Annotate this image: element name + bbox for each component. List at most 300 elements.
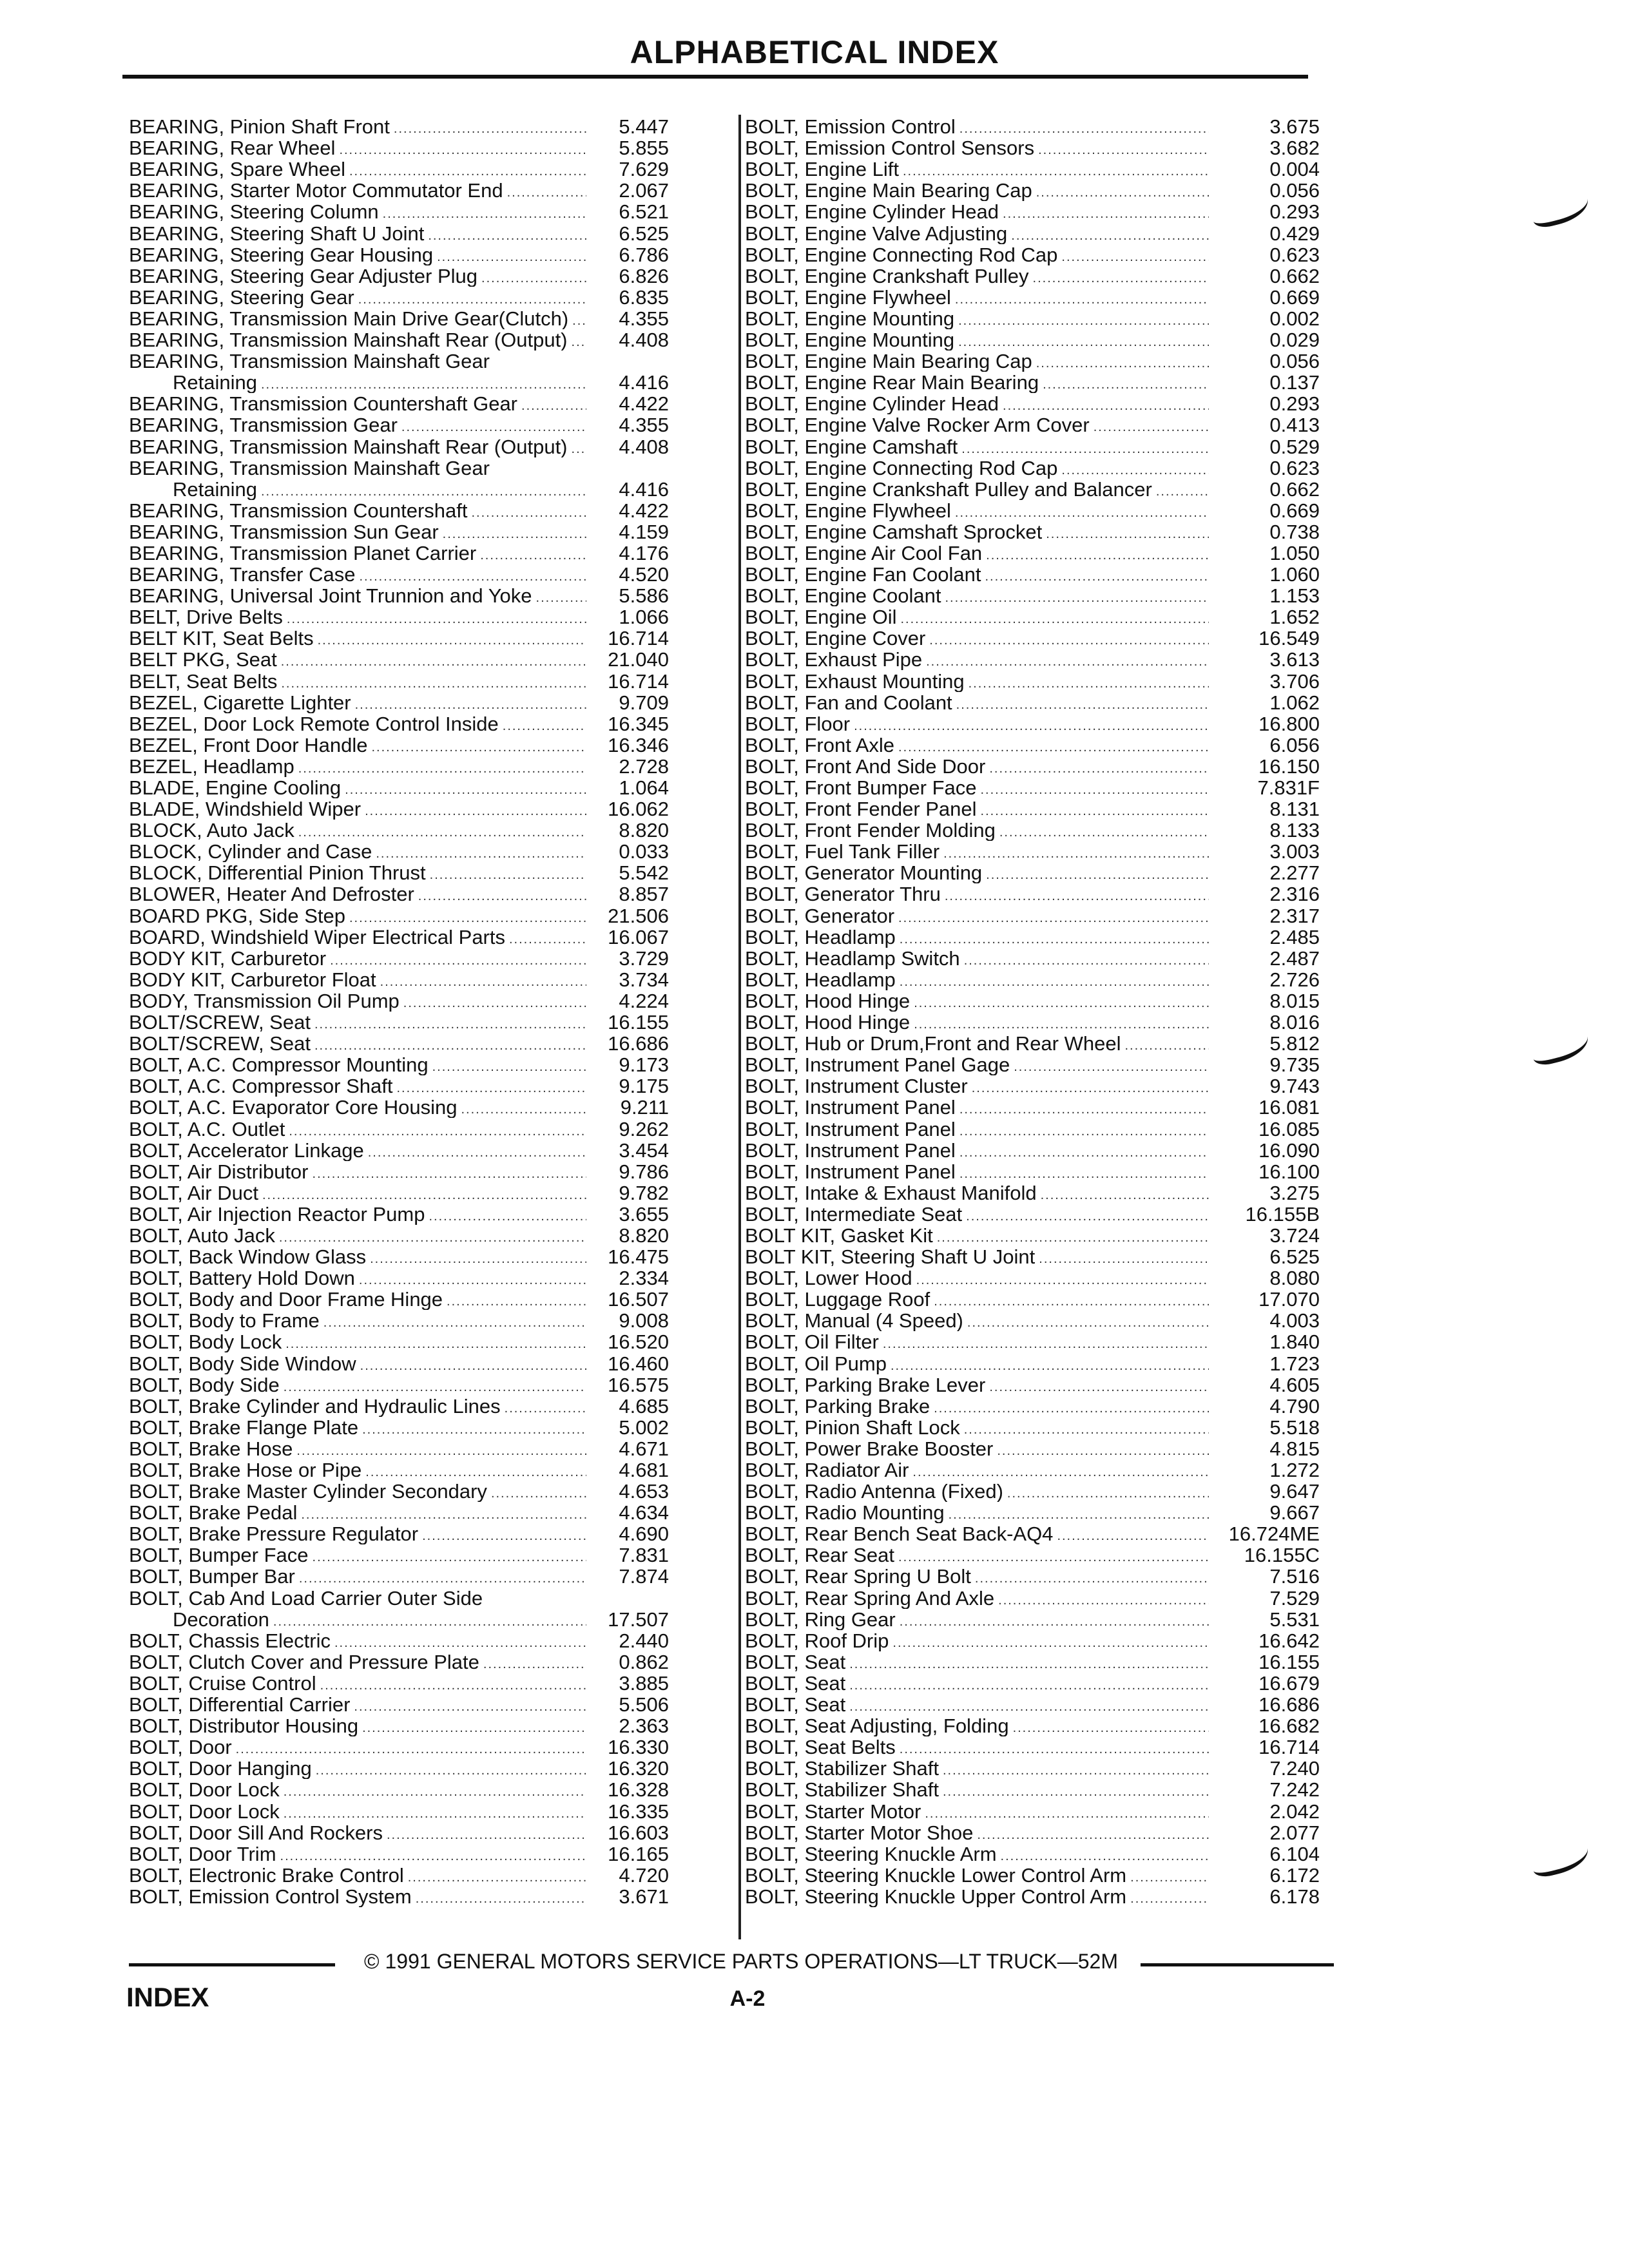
entry-name-wrap [745,1843,1209,1865]
dot-leader [447,1293,586,1310]
entry-page-ref: 1.050 [1269,541,1320,564]
dot-leader [900,1741,1209,1758]
entry-name: BOLT, Starter Motor [745,1800,921,1822]
dot-leader [949,1506,1209,1523]
index-entry [745,1352,1320,1374]
index-entry [129,1054,669,1075]
entry-name-wrap [745,1438,1209,1459]
entry-name-wrap [745,1204,1209,1225]
index-entry [129,1204,669,1225]
entry-name: BOLT, Engine Cover [745,628,926,649]
index-entry [745,1417,1320,1438]
index-entry [745,1140,1320,1161]
entry-name-wrap [129,905,586,927]
entry-name-wrap [745,329,1209,351]
entry-name-wrap [745,180,1209,201]
index-entry [745,1075,1320,1097]
entry-page-ref: 4.690 [619,1523,669,1546]
entry-page-ref: 16.346 [608,733,669,756]
entry-name: Decoration [173,1608,269,1630]
entry-name: BOLT, Engine Cylinder Head [745,393,999,415]
entry-page-ref: 3.706 [1269,669,1320,693]
entry-name: BOLT, Body and Door Frame Hinge [129,1289,443,1311]
entry-page-ref: 6.826 [619,264,669,287]
index-entry [129,1715,669,1736]
entry-page-ref: 2.042 [1269,1800,1320,1823]
entry-name: BOLT, Engine Camshaft [745,436,958,457]
index-entry [745,1097,1320,1118]
index-entry [745,159,1320,180]
entry-name: BEARING, Transmission Mainshaft Rear (Output) [129,436,568,457]
entry-name: BOLT, Instrument Panel [745,1097,956,1119]
entry-name: BOLT, Exhaust Pipe [745,649,923,671]
entry-page-ref: 7.831F [1257,776,1320,799]
entry-page-ref: 9.175 [619,1075,669,1098]
entry-page-ref: 2.077 [1269,1821,1320,1844]
entry-name: BOLT, Emission Control Sensors [745,137,1035,159]
index-entry [129,990,669,1012]
entry-name: BOLT, Instrument Panel [745,1139,956,1161]
entry-name-wrap [745,1523,1209,1544]
index-entry [129,1865,669,1886]
dot-leader [998,1592,1209,1609]
entry-name: BOLT, A.C. Compressor Shaft [129,1075,393,1097]
entry-name: BOARD, Windshield Wiper Electrical Parts [129,926,505,948]
index-entry [129,927,669,948]
entry-name-wrap [129,1012,586,1033]
entry-name-wrap [129,1374,586,1396]
entry-page-ref: 17.070 [1258,1288,1320,1311]
entry-name-wrap [745,1119,1209,1140]
entry-name: BOLT, Oil Filter [745,1331,879,1353]
entry-name: BOLT, Seat [745,1694,846,1716]
entry-name: BOLT, Brake Hose [129,1437,293,1459]
entry-name: BOLT, Engine Mounting [745,329,955,351]
dot-leader [1041,1187,1209,1204]
binder-hole-mark [1528,1836,1592,1879]
entry-page-ref: 7.629 [619,158,669,181]
dot-leader [943,845,1209,862]
entry-name-wrap [745,1459,1209,1481]
index-entry [129,180,669,201]
dot-leader [376,845,586,862]
entry-page-ref: 16.603 [608,1821,669,1844]
dot-leader [900,1613,1209,1630]
entry-name: BOLT, Steering Knuckle Upper Control Arm [745,1885,1127,1907]
entry-page-ref: 6.178 [1269,1885,1320,1908]
entry-name: BOLT, Radio Antenna (Fixed) [745,1481,1003,1503]
index-entry [129,862,669,883]
dot-leader [301,1506,586,1523]
index-entry [129,1118,669,1139]
entry-name: BOLT, Brake Master Cylinder Secondary [129,1481,487,1503]
index-entry [129,1544,669,1566]
dot-leader [849,1656,1209,1673]
index-entry [745,585,1320,606]
entry-page-ref: 4.790 [1269,1394,1320,1418]
entry-name-wrap [745,1651,1209,1673]
index-entry [745,1715,1320,1736]
index-entry [745,414,1320,436]
entry-name-wrap [745,1097,1209,1118]
entry-page-ref: 16.085 [1258,1117,1320,1140]
index-entry [745,628,1320,649]
index-entry [129,1459,669,1481]
entry-name: BOLT, Door Lock [129,1800,280,1822]
entry-name-wrap [129,1075,586,1097]
entry-page-ref: 16.714 [608,669,669,693]
entry-page-ref: 5.002 [619,1416,669,1439]
entry-page-ref: 16.686 [608,1032,669,1055]
entry-name: BOLT, Radio Mounting [745,1502,945,1524]
index-entry [129,1140,669,1161]
dot-leader [365,1464,586,1481]
entry-name: BELT KIT, Seat Belts [129,628,314,649]
entry-name: BOLT, Door Trim [129,1843,276,1865]
dot-leader [509,931,586,948]
dot-leader [1124,1037,1209,1054]
entry-name: BEARING, Transmission Mainshaft Rear (Output) [129,329,568,351]
index-entry [129,521,669,543]
index-entry [745,1694,1320,1715]
entry-page-ref: 0.529 [1269,435,1320,458]
entry-name: BOLT, Air Duct [129,1182,258,1204]
entry-name-wrap [129,735,586,756]
dot-leader [284,1379,586,1396]
dot-leader [387,1827,586,1843]
entry-name-wrap [129,244,586,265]
entry-name-wrap [745,521,1209,543]
entry-name-wrap [745,308,1209,329]
entry-page-ref: 4.355 [619,307,669,330]
entry-page-ref: 3.682 [1269,137,1320,160]
entry-page-ref: 16.549 [1258,627,1320,650]
entry-page-ref: 6.525 [619,222,669,245]
entry-name-wrap [129,969,586,990]
entry-name-wrap [129,1033,586,1054]
entry-page-ref: 8.016 [1269,1011,1320,1034]
index-entry [745,1246,1320,1267]
entry-name: BOLT, A.C. Compressor Mounting [129,1054,429,1076]
entry-name-wrap [745,223,1209,244]
entry-page-ref: 4.355 [619,414,669,437]
index-entry [129,585,669,606]
entry-name: BEARING, Steering Column [129,201,379,223]
entry-name-wrap [129,1054,586,1075]
entry-page-ref: 16.155C [1244,1544,1320,1567]
entry-name: BOLT, Fuel Tank Filler [745,841,940,863]
entry-page-ref: 16.320 [608,1757,669,1780]
entry-page-ref: 7.240 [1269,1757,1320,1780]
entry-name: BOLT, Generator Mounting [745,862,983,884]
dot-leader [849,1677,1209,1694]
entry-name: BOLT, Back Window Glass [129,1246,367,1268]
entry-name: BEARING, Universal Joint Trunnion and Yoke [129,585,532,607]
entry-name: BOLT/SCREW, Seat [129,1012,311,1033]
entry-name-wrap [129,713,586,735]
index-entry [745,1566,1320,1587]
entry-page-ref: 3.613 [1269,648,1320,671]
entry-page-ref: 0.033 [619,840,669,863]
dot-leader [236,1741,586,1758]
index-entry [745,1609,1320,1630]
entry-page-ref: 8.820 [619,819,669,842]
entry-name-wrap [745,692,1209,713]
entry-page-ref: 2.317 [1269,904,1320,927]
entry-page-ref: 1.066 [619,606,669,629]
index-entry [129,1033,669,1054]
dot-leader [1003,398,1209,414]
entry-page-ref: 7.242 [1269,1778,1320,1802]
index-entry [129,1161,669,1182]
index-entry [129,777,669,798]
dot-leader [443,526,586,543]
dot-leader [491,1485,586,1502]
dot-leader [1130,1890,1209,1907]
entry-name-wrap [129,1886,586,1907]
entry-page-ref: 4.520 [619,563,669,586]
dot-leader [313,1166,586,1182]
entry-name-wrap [129,1119,586,1140]
entry-page-ref: 0.662 [1269,264,1320,287]
dot-leader [1061,462,1209,479]
entry-name: BLOCK, Differential Pinion Thrust [129,862,426,884]
entry-page-ref: 0.623 [1269,456,1320,479]
index-entry [129,287,669,308]
entry-name-wrap [129,862,586,883]
dot-leader [481,270,586,287]
entry-name: BOLT KIT, Steering Shaft U Joint [745,1246,1036,1268]
entry-name-wrap [129,1523,586,1544]
entry-name: BELT, Drive Belts [129,606,283,628]
entry-name-wrap [745,1609,1209,1630]
index-entry [129,1396,669,1417]
entry-name-wrap [129,649,586,670]
entry-page-ref: 5.447 [619,115,669,139]
index-entry [745,351,1320,372]
index-entry [745,244,1320,265]
entry-name: BOLT, Engine Main Bearing Cap [745,351,1032,372]
index-entry [745,1118,1320,1139]
entry-name-wrap [745,265,1209,287]
entry-name-wrap [745,393,1209,414]
dot-leader [418,888,586,905]
index-entry [129,564,669,585]
entry-page-ref: 1.062 [1269,691,1320,714]
entry-page-ref: 4.605 [1269,1373,1320,1396]
entry-page-ref: 8.131 [1269,798,1320,821]
entry-name-wrap [745,1054,1209,1075]
dot-leader [354,1698,586,1715]
entry-name: BOLT, Hood Hinge [745,1012,911,1033]
entry-name-wrap [745,500,1209,521]
index-entry [745,479,1320,500]
entry-page-ref: 4.159 [619,520,669,543]
entry-page-ref: 9.173 [619,1053,669,1077]
entry-name-wrap [745,1374,1209,1396]
entry-name: BLOCK, Cylinder and Case [129,841,372,863]
entry-page-ref: 0.002 [1269,307,1320,330]
index-entry [745,1267,1320,1289]
index-entry [745,222,1320,244]
binder-hole-mark [1528,1024,1592,1068]
entry-name: BOLT, Pinion Shaft Lock [745,1416,960,1438]
entry-name-wrap [129,372,586,393]
index-entry [129,265,669,287]
index-entry [745,564,1320,585]
dot-leader [966,1208,1209,1225]
entry-name-wrap [129,1246,586,1267]
index-entry [129,883,669,905]
entry-name-wrap [129,500,586,521]
entry-page-ref: 16.067 [608,925,669,948]
dot-leader [261,483,586,500]
dot-leader [323,1314,586,1331]
entry-name-wrap [129,180,586,201]
index-entry [745,329,1320,351]
entry-name: BOLT, Engine Lift [745,159,899,180]
dot-leader [1014,1059,1209,1075]
dot-leader [422,1528,586,1544]
index-entry [745,905,1320,926]
index-entry [129,393,669,414]
entry-page-ref: 2.363 [619,1715,669,1738]
entry-page-ref: 16.724ME [1228,1523,1320,1546]
index-entry [745,1459,1320,1481]
index-entry [745,670,1320,691]
index-entry [129,820,669,841]
entry-name: BEZEL, Cigarette Lighter [129,691,351,713]
entry-name-wrap [745,1310,1209,1331]
entry-name: BOLT, Instrument Panel Gage [745,1054,1010,1076]
entry-name: BOLT, Hood Hinge [745,990,911,1012]
entry-name: BOLT, Accelerator Linkage [129,1139,364,1161]
entry-page-ref: 4.408 [619,435,669,458]
entry-name-wrap [745,883,1209,905]
entry-name: BOLT, Hub or Drum,Front and Rear Wheel [745,1033,1121,1055]
entry-page-ref: 2.487 [1269,947,1320,970]
entry-name-wrap [745,479,1209,500]
dot-leader [972,1080,1209,1097]
dot-leader [999,824,1209,841]
index-entry [745,692,1320,713]
entry-page-ref: 16.714 [1258,1736,1320,1759]
index-entry [129,1012,669,1033]
dot-leader [365,803,586,820]
entry-name: BOLT, Body to Frame [129,1310,320,1332]
entry-name: BOLT, Front Fender Panel [745,798,977,820]
entry-name: BOLT, Differential Carrier [129,1694,351,1716]
index-entry [745,265,1320,287]
index-entry [129,1225,669,1246]
dot-leader [320,1677,586,1694]
entry-name: BOLT, Seat Adjusting, Folding [745,1715,1009,1737]
entry-name-wrap [129,883,586,905]
entry-name: BEARING, Transmission Mainshaft Gear [129,457,490,479]
dot-leader [1039,1251,1209,1267]
dot-leader [955,505,1209,521]
entry-name: BEARING, Transmission Mainshaft Gear [129,351,490,372]
index-entry [129,436,669,457]
entry-name: BELT, Seat Belts [129,670,278,692]
entry-name-wrap [129,990,586,1012]
entry-name-wrap [129,1182,586,1204]
entry-page-ref: 0.669 [1269,499,1320,522]
index-entry [129,308,669,329]
entry-name: BOLT, Lower Hood [745,1267,912,1289]
entry-page-ref: 5.586 [619,584,669,608]
entry-page-ref: 4.422 [619,392,669,416]
index-entry [745,883,1320,905]
entry-page-ref: 5.506 [619,1693,669,1716]
entry-name: BEARING, Spare Wheel [129,159,345,180]
entry-name: BOLT, Instrument Panel [745,1118,956,1140]
dot-leader [401,419,586,436]
dot-leader [959,1101,1209,1118]
entry-name: BOLT, Engine Flywheel [745,499,951,521]
entry-name: BOLT, Luggage Roof [745,1289,930,1311]
entry-page-ref: 3.003 [1269,840,1320,863]
index-entry [129,500,669,521]
entry-name: BOLT KIT, Gasket Kit [745,1224,933,1246]
entry-page-ref: 6.104 [1269,1842,1320,1865]
dot-leader [316,1762,586,1779]
entry-name-wrap [745,159,1209,180]
entry-name: BLOWER, Heater And Defroster [129,883,414,905]
index-entry [129,1651,669,1673]
entry-name-wrap [745,287,1209,308]
entry-name-wrap [745,756,1209,777]
entry-name: BOLT, Door [129,1736,232,1758]
entry-name: BOLT, Engine Rear Main Bearing [745,372,1039,394]
dot-leader [900,611,1209,628]
index-entry [745,1587,1320,1608]
entry-name: BLADE, Engine Cooling [129,777,342,798]
dot-leader [903,163,1209,180]
entry-page-ref: 0.413 [1269,414,1320,437]
dot-leader [281,653,586,670]
entry-page-ref: 7.831 [619,1544,669,1567]
dot-leader [959,1166,1209,1182]
index-entry [745,1161,1320,1182]
entry-page-ref: 16.335 [608,1800,669,1823]
entry-page-ref: 6.056 [1269,733,1320,756]
index-entry [745,521,1320,543]
index-entry [745,393,1320,414]
entry-name: BELT PKG, Seat [129,649,277,671]
index-entry [745,1289,1320,1310]
entry-name: BLOCK, Auto Jack [129,820,294,841]
entry-name: BOLT, Generator Thru [745,883,941,905]
entry-name: BOLT, Stabilizer Shaft [745,1758,939,1780]
index-entry [745,1886,1320,1907]
dot-leader [883,1336,1209,1352]
entry-name: BOLT, Engine Valve Adjusting [745,222,1008,244]
index-entry [129,414,669,436]
entry-name: BLADE, Windshield Wiper [129,798,361,820]
entry-name-wrap [129,1865,586,1886]
entry-name-wrap [129,1715,586,1736]
entry-name: BOLT, Rear Spring And Axle [745,1587,995,1609]
dot-leader [981,782,1210,798]
entry-name: BOLT, Intermediate Seat [745,1203,963,1225]
footer-copyright: © 1991 GENERAL MOTORS SERVICE PARTS OPERATIONS—LT TRUCK—52M [364,1950,1118,1973]
dot-leader [898,910,1209,927]
index-entry [745,1033,1320,1054]
entry-name-wrap [745,777,1209,798]
index-entry [745,862,1320,883]
dot-leader [349,163,586,180]
